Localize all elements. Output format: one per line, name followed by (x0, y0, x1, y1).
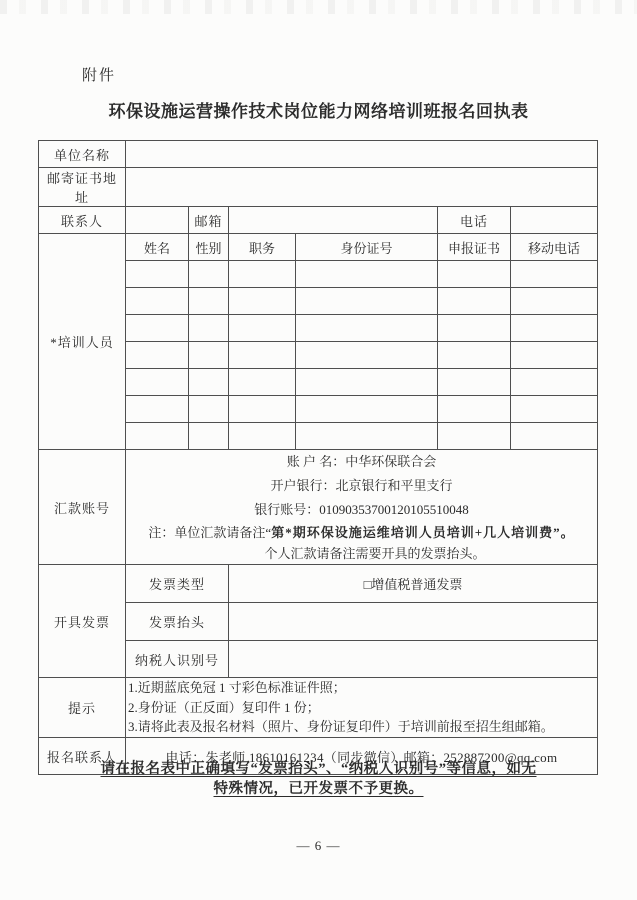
mailing-address-label: 邮寄证书地址 (39, 168, 126, 207)
remittance-note-suffix: ”。 (553, 525, 575, 540)
trainee-cell (229, 342, 296, 369)
registration-contact-label: 报名联系人 (39, 738, 126, 775)
trainee-cell (189, 261, 229, 288)
trainee-cell (438, 288, 511, 315)
remittance-note-bold: 第*期环保设施运维培训人员培训+几人培训费 (271, 525, 554, 540)
trainee-cell (189, 369, 229, 396)
invoice-type-label: 发票类型 (126, 565, 229, 603)
tips-content (126, 678, 598, 738)
attachment-label: 附件 (82, 68, 117, 84)
remittance-note-prefix: 注：单位汇款请备注“ (148, 525, 272, 540)
mailing-address-value-cell (126, 168, 598, 207)
registration-form-table (38, 140, 598, 775)
tips-label: 提示 (39, 678, 126, 738)
trainee-cell (189, 396, 229, 423)
remittance-details (126, 450, 598, 565)
trainee-cell (438, 261, 511, 288)
trainee-cell (296, 369, 438, 396)
remittance-label: 汇款账号 (39, 450, 126, 565)
row-remittance (39, 450, 598, 565)
trainee-cell (126, 288, 189, 315)
remittance-account-name: 账 户 名：中华环保联合会 (286, 454, 437, 469)
trainees-label: *培训人员 (39, 234, 126, 450)
trainee-cell (511, 423, 598, 450)
trainee-cell (438, 423, 511, 450)
trainee-cell (511, 396, 598, 423)
remittance-bank: 开户银行：北京银行和平里支行 (270, 478, 453, 493)
footer-note-line1: 请在报名表中正确填写“发票抬头”、“纳税人识别号”等信息，如无 (100, 761, 537, 777)
trainee-cell (126, 369, 189, 396)
trainee-cell (189, 423, 229, 450)
trainee-cell (438, 369, 511, 396)
trainee-cell (511, 288, 598, 315)
trainee-cell (296, 315, 438, 342)
vat-invoice-checkbox-option: □增值税普通发票 (229, 565, 598, 603)
email-label: 邮箱 (189, 207, 229, 234)
trainee-col-mobile: 移动电话 (511, 234, 598, 261)
trainee-cell (296, 396, 438, 423)
trainee-cell (438, 342, 511, 369)
trainee-cell (438, 396, 511, 423)
row-unit-name (39, 141, 598, 168)
trainee-cell (511, 369, 598, 396)
trainee-cell (511, 315, 598, 342)
remittance-note (128, 522, 595, 543)
invoice-title-label: 发票抬头 (126, 603, 229, 641)
row-trainee-header (39, 234, 598, 261)
trainee-cell (229, 423, 296, 450)
tips-item-2: 2.身份证（正反面）复印件 1 份； (128, 699, 320, 715)
row-mailing-address (39, 168, 598, 207)
contact-label: 联系人 (39, 207, 126, 234)
phone-label: 电话 (438, 207, 511, 234)
taxpayer-id-label: 纳税人识别号 (126, 641, 229, 678)
remittance-account-number: 银行账号：01090353700120105510048 (254, 502, 469, 517)
row-invoice-type (39, 565, 598, 603)
trainee-cell (229, 288, 296, 315)
trainee-cell (126, 342, 189, 369)
trainee-cell (189, 315, 229, 342)
invoice-title-value-cell (229, 603, 598, 641)
footer-warning-note (0, 760, 637, 799)
unit-name-value-cell (126, 141, 598, 168)
trainee-col-gender: 性别 (189, 234, 229, 261)
tips-item-1: 1.近期蓝底免冠 1 寸彩色标准证件照； (128, 680, 346, 696)
tips-item-3: 3.请将此表及报名材料（照片、身份证复印件）于培训前报至招生组邮箱。 (128, 719, 554, 735)
taxpayer-id-value-cell (229, 641, 598, 678)
unit-name-label: 单位名称 (39, 141, 126, 168)
page-number: — 6 — (296, 838, 341, 853)
phone-value-cell (511, 207, 598, 234)
email-value-cell (229, 207, 438, 234)
trainee-col-id-number: 身份证号 (296, 234, 438, 261)
trainee-col-name: 姓名 (126, 234, 189, 261)
trainee-cell (296, 423, 438, 450)
trainee-cell (189, 288, 229, 315)
trainee-cell (126, 261, 189, 288)
row-contact (39, 207, 598, 234)
trainee-cell (296, 342, 438, 369)
trainee-cell (296, 288, 438, 315)
trainee-cell (189, 342, 229, 369)
registration-contact-value: 电话：朱老师 18610161234（同步微信）邮箱：252887200@qq.com (126, 738, 598, 775)
footer-note-line2: 特殊情况，已开发票不予更换。 (213, 780, 424, 797)
trainee-cell (229, 315, 296, 342)
contact-value-cell (126, 207, 189, 234)
trainee-cell (438, 315, 511, 342)
row-tips (39, 678, 598, 738)
trainee-cell (229, 396, 296, 423)
trainee-col-certificate: 申报证书 (438, 234, 511, 261)
trainee-cell (511, 342, 598, 369)
trainee-cell (511, 261, 598, 288)
trainee-cell (126, 315, 189, 342)
remittance-note-line2: 个人汇款请备注需要开具的发票抬头。 (264, 546, 486, 561)
invoice-label: 开具发票 (39, 565, 126, 678)
trainee-col-position: 职务 (229, 234, 296, 261)
trainee-cell (296, 261, 438, 288)
trainee-cell (126, 423, 189, 450)
trainee-cell (229, 369, 296, 396)
trainee-cell (126, 396, 189, 423)
document-title: 环保设施运营操作技术岗位能力网络培训班报名回执表 (108, 102, 529, 121)
trainee-cell (229, 261, 296, 288)
